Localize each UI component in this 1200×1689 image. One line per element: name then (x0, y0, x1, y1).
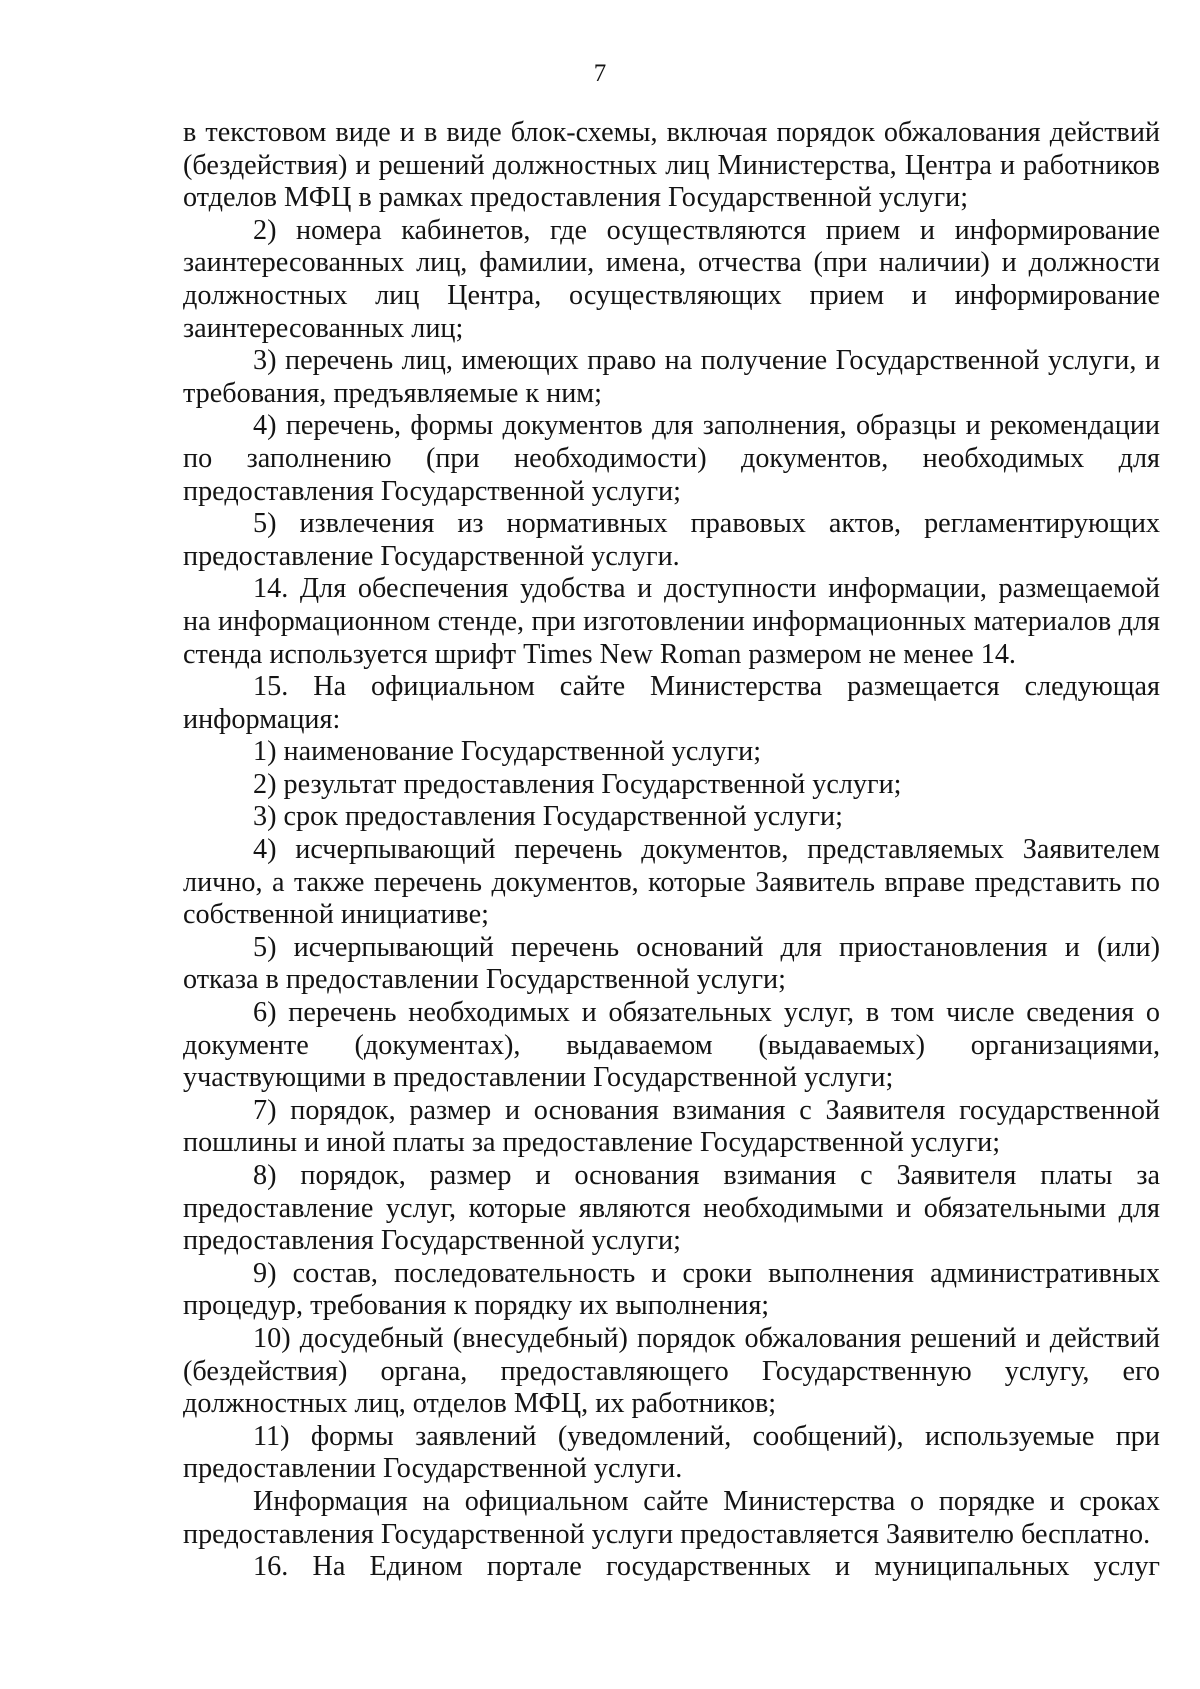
paragraph: Информация на официальном сайте Министерства о порядке и сроках предоставления Государственной услуги предоставляется Заявителю бесплатно. (183, 1485, 1160, 1550)
paragraph: 15. На официальном сайте Министерства размещается следующая информация: (183, 671, 1160, 735)
paragraph: 16. На Едином портале государственных и муниципальных услуг (253, 1551, 1160, 1583)
list-item: 3) срок предоставления Государственной услуги; (253, 801, 843, 833)
paragraph: 2) номера кабинетов, где осуществляются прием и информирование заинтересованных лиц, фамилии, имена, отчества (при наличии) и должности должностных лиц Центра, осуществляющих прием и информирование заинтересованных лиц; (183, 214, 1160, 344)
list-item: 7) порядок, размер и основания взимания с Заявителя государственной пошлины и иной платы за предоставление Государственной услуги; (183, 1094, 1160, 1159)
list-item: 2) результат предоставления Государственной услуги; (253, 768, 902, 800)
paragraph: 14. Для обеспечения удобства и доступности информации, размещаемой на информационном стенде, при изготовлении информационных материалов для стенда используется шрифт Times New Roman размером не менее 14. (183, 573, 1160, 670)
paragraph: 4) перечень, формы документов для заполнения, образцы и рекомендации по заполнению (при необходимости) документов, необходимых для предоставления Государственной услуги; (183, 410, 1160, 507)
list-item: 6) перечень необходимых и обязательных услуг, в том числе сведения о документе (документах), выдаваемом (выдаваемых) организациями, участвующими в предоставлении Государственной услуги; (183, 997, 1160, 1094)
page-number: 7 (593, 60, 607, 87)
list-item: 1) наименование Государственной услуги; (253, 736, 762, 768)
list-item: 5) исчерпывающий перечень оснований для приостановления и (или) отказа в предоставлении Государственной услуги; (183, 931, 1160, 996)
document-body (183, 117, 1160, 1584)
list-item: 9) состав, последовательность и сроки выполнения административных процедур, требования к порядку их выполнения; (183, 1257, 1160, 1322)
paragraph: 5) извлечения из нормативных правовых актов, регламентирующих предоставление Государственной услуги. (183, 508, 1160, 572)
paragraph: в текстовом виде и в виде блок-схемы, включая порядок обжалования действий (бездействия) и решений должностных лиц Министерства, Центра и работников отделов МФЦ в рамках предоставления Государственной услуги; (183, 117, 1160, 214)
paragraph: 3) перечень лиц, имеющих право на получение Государственной услуги, и требования, предъявляемые к ним; (183, 345, 1160, 409)
list-item: 8) порядок, размер и основания взимания с Заявителя платы за предоставление услуг, которые являются необходимыми и обязательными для предоставления Государственной услуги; (183, 1160, 1160, 1257)
list-item: 11) формы заявлений (уведомлений, сообщений), используемые при предоставлении Государственной услуги. (183, 1420, 1160, 1485)
list-item: 10) досудебный (внесудебный) порядок обжалования решений и действий (бездействия) органа, предоставляющего Государственную услугу, его должностных лиц, отделов МФЦ, их работников; (183, 1322, 1160, 1420)
list-item: 4) исчерпывающий перечень документов, представляемых Заявителем лично, а также перечень документов, которые Заявитель вправе представить по собственной инициативе; (183, 834, 1160, 931)
